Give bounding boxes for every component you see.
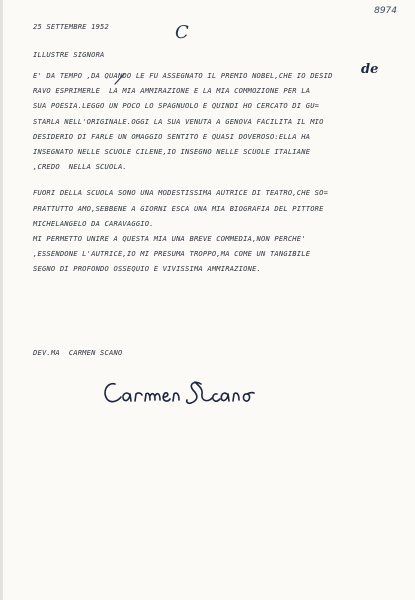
body-line: STARLA NELL'ORIGINALE.OGGI LA SUA VENUTA A GENOVA FACILITA IL MIO: [33, 116, 324, 126]
body-line: SUA POESIA.LEGGO UN POCO LO SPAGNUOLO E QUINDI HO CERCATO DI GU=: [33, 101, 320, 111]
body-line: E' DA TEMPO ,DA QUANDO LE FU ASSEGNATO IL PREMIO NOBEL,CHE IO DESID: [33, 71, 333, 80]
letter-salutation: ILLUSTRE SIGNORA: [33, 50, 105, 59]
handwritten-correction: de: [361, 62, 379, 77]
body-line: SEGNO DI PROFONDO OSSEQUIO E VIVISSIMA AMMIRAZIONE.: [33, 264, 262, 274]
handwritten-margin-mark: C: [175, 22, 189, 43]
body-line: ,CREDO NELLA SCUOLA.: [33, 162, 127, 172]
letter-closing: DEV.MA CARMEN SCANO: [33, 348, 123, 357]
body-line: ,ESSENDONE L'AUTRICE,IO MI PRESUMA TROPPO,MA COME UN TANGIBILE: [33, 249, 311, 259]
body-line: INSEGNATO NELLE SCUOLE CILENE,IO INSEGNO NELLE SCUOLE ITALIANE: [33, 146, 311, 156]
letter-body: [33, 68, 333, 276]
letter-date: 25 SETTEMBRE 1952: [33, 22, 110, 31]
body-line: DESIDERIO DI FARLE UN OMAGGIO SENTITO E QUASI DOVEROSO:ELLA HA: [33, 131, 311, 141]
body-line: PRATTUTTO AMO,SEBBENE A GIORNI ESCA UNA MIA BIOGRAFIA DEL PITTORE: [33, 203, 324, 213]
handwritten-signature: [99, 372, 269, 412]
body-line: MI PERMETTO UNIRE A QUESTA MIA UNA BREVE COMMEDIA,NON PERCHE': [33, 233, 306, 243]
handwritten-stray-mark: [113, 72, 127, 86]
body-line: RAVO ESPRIMERLE LA MIA AMMIRAZIONE E LA MIA COMMOZIONE PER LA: [33, 86, 311, 96]
body-line: MICHELANGELO DA CARAVAGGIO.: [33, 218, 154, 228]
body-line: FUORI DELLA SCUOLA SONO UNA MODESTISSIMA AUTRICE DI TEATRO,CHE SO=: [33, 188, 329, 198]
archive-number: 8974: [374, 6, 397, 16]
paragraph-gap: [33, 174, 333, 185]
